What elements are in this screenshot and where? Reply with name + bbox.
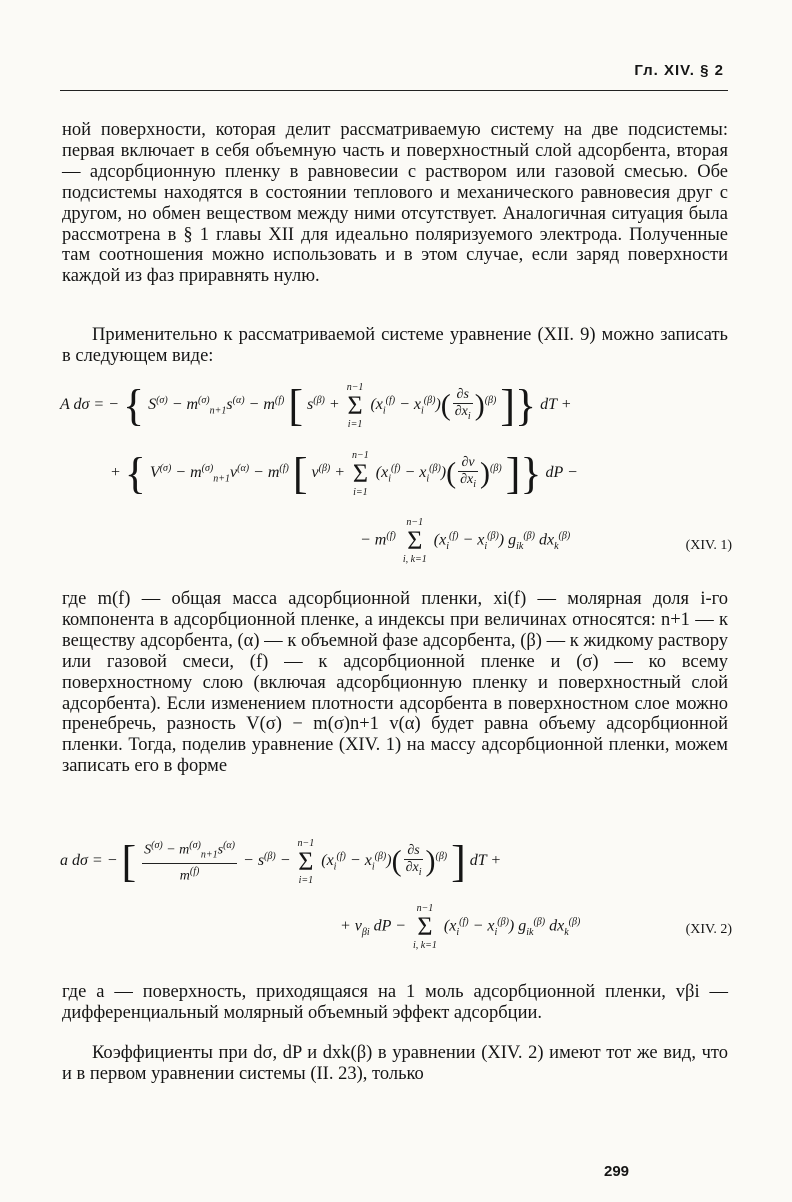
paragraph-definitions: где m(f) — общая масса адсорбционной пленки, xi(f) — молярная доля i-го компонента в адсорбционной пленке, а индексы при величинах относятся: n+1 — к веществу адсорбента, (α) — к объемной фазе адсорбента, (β) — к жидкому раствору или газовой смеси, (f) — к адсорбционной пленке и (σ) — ко всему поверхностному слою (включая адсорбционную пленку и поверхностный слой адсорбента). Если изменением плотности адсорбента в поверхностном слое можно пренебречь, разность V(σ) − m(σ)n+1 v(α) будет равна объему адсорбционной пленки. Тогда, поделив уравнение (XIV. 1) на массу адсорбционной пленки, можем записать его в форме <box>62 589 728 777</box>
running-head: Гл. XIV. § 2 <box>634 62 724 79</box>
equation-xiv-1 <box>60 380 732 580</box>
header-rule <box>60 90 728 91</box>
equation-xiv-2-line-2: + $v_{\beta i}$ dP − n−1 Σ i, k=1 $(x_i^{(f)} - x_i^{(\beta)})$ $g_{ik}^{(\beta)}$ $dx_k^{(\beta)}$ <box>340 903 581 951</box>
equation-xiv-1-line-1: A dσ = − { $S^{(\sigma)} - m^{(\sigma)}_{n+1}s^{(\alpha)} - m^{(f)}$ [ $s^{(\beta)}$ + n−1 Σ i=1 $(x_i^{(f)} - x_i^{(\beta)})$( $\frac{\partial s}{\partial x_i}$ )$^{(\beta)}$ ]} dT + <box>60 381 572 430</box>
equation-number: (XIV. 2) <box>685 922 732 937</box>
paragraph-continuation: ной поверхности, которая делит рассматриваемую систему на две подсистемы: первая включает в себя объемную часть и поверхностный слой адсорбента, вторая — адсорбционную пленку в равновесии с раствором или газовой смесью. Обе подсистемы находятся в состоянии теплового и механического равновесия друг с другом, но обмен веществом между ними отсутствует. Аналогичная ситуация была рассмотрена в § 1 главы XII для идеально поляризуемого электрода. Полученные там соотношения можно использовать и в этом случае, если заряд поверхности каждой из фаз приравнять нулю. <box>62 120 728 287</box>
paragraph-area-definition: где a — поверхность, приходящаяся на 1 моль адсорбционной пленки, vβi — дифференциальный молярный объемный эффект адсорбции. <box>62 982 728 1023</box>
equation-xiv-1-line-3: − $m^{(f)}$ n−1 Σ i, k=1 $(x_i^{(f)} - x_i^{(\beta)})$ $g_{ik}^{(\beta)}$ $dx_k^{(\beta)}$ <box>360 517 571 565</box>
equation-xiv-2-line-1: a dσ = − [ $\frac{S^{(\sigma)} - m^{(\sigma)}_{n+1}s^{(\alpha)}}{m^{(f)}}$ − $s^{(\beta)}$ − n−1 Σ i=1 $(x_i^{(f)} - x_i^{(\beta)})$( $\frac{\partial s}{\partial x_i}$ )$^{(\beta)}$ ] dT + <box>60 837 502 886</box>
page-number: 299 <box>604 1163 630 1180</box>
equation-number: (XIV. 1) <box>685 538 732 553</box>
equation-xiv-1-line-2: + { $V^{(\sigma)} - m^{(\sigma)}_{n+1}v^{(\alpha)} - m^{(f)}$ [ $v^{(\beta)}$ + n−1 Σ i=1 $(x_i^{(f)} - x_i^{(\beta)})$( $\frac{\partial v}{\partial x_i}$ )$^{(\beta)}$ ]} dP − <box>110 449 578 498</box>
equation-xiv-2 <box>60 836 732 976</box>
paragraph-coefficients: Коэффициенты при dσ, dP и dxk(β) в уравнении (XIV. 2) имеют тот же вид, что и в первом уравнении системы (II. 23), только <box>62 1043 728 1084</box>
paragraph-equation-intro: Применительно к рассматриваемой системе уравнение (XII. 9) можно записать в следующем виде: <box>62 325 728 366</box>
